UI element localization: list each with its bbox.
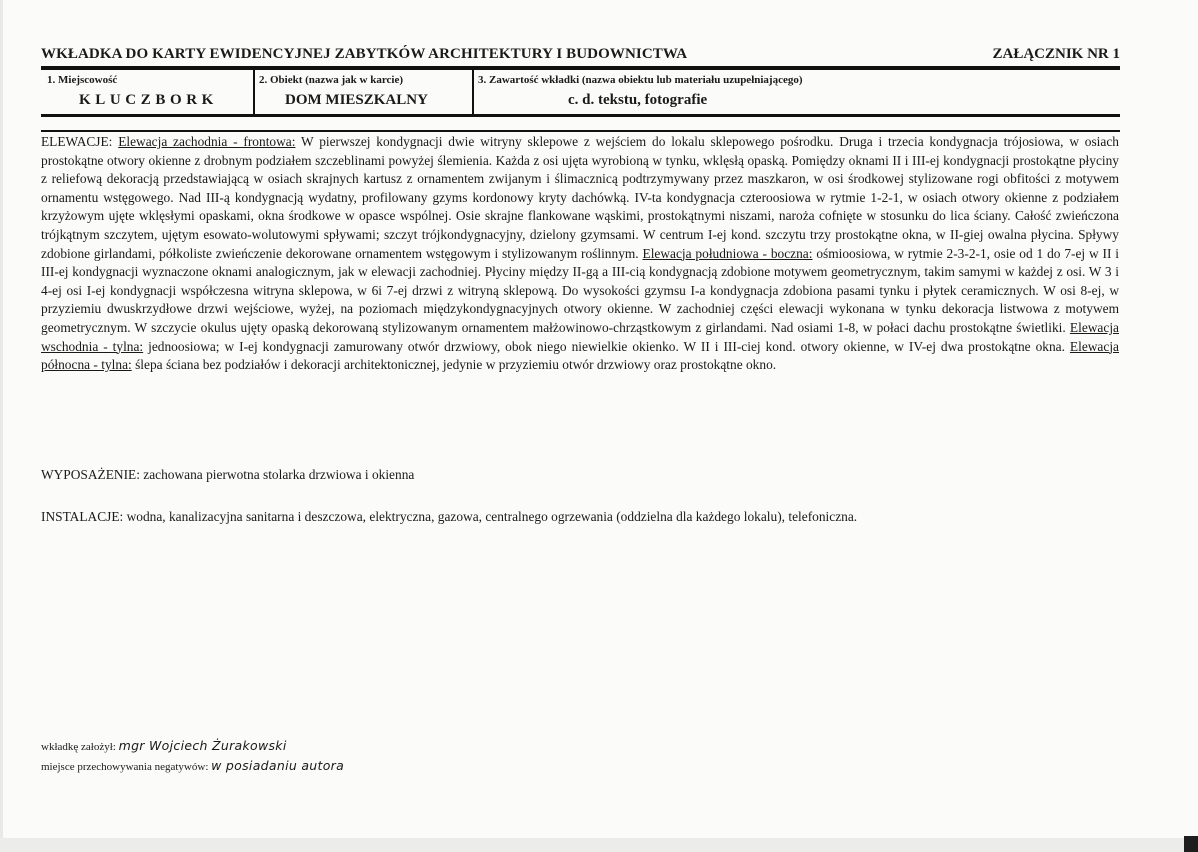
annex-number: ZAŁĄCZNIK NR 1: [992, 46, 1120, 62]
document-header: [41, 46, 1120, 66]
storage-value: w posiadaniu autora: [211, 758, 345, 773]
object-label: 2. Obiekt (nazwa jak w karcie): [259, 74, 404, 86]
scan-edge-bottom: [0, 838, 1198, 852]
equipment-paragraph: WYPOSAŻENIE: zachowana pierwotna stolarka drzwiowa i okienna: [41, 467, 415, 482]
east-elevation-heading: Elewacja wschodnia - tylna:: [41, 319, 1119, 354]
contents-value: c. d. tekstu, fotografie: [568, 92, 708, 108]
locality-label: 1. Miejscowość: [47, 74, 118, 86]
west-elevation-heading: Elewacja zachodnia - frontowa:: [118, 134, 296, 149]
field-boxes: [41, 70, 1120, 114]
contents-label: 3. Zawartość wkładki (nazwa obiektu lub materiału uzupełniającego): [478, 74, 803, 86]
west-elevation-text: W pierwszej kondygnacji dwie witryny sklepowe z wejściem do lokalu sklepowego pośrodku. Druga i trzecia kondygnacja trójosiowa, w osiach prostokątne otwory okienne z drobnym podziałem szczeblinami powyżej ślemienia. Każda z osi ujęta wyrobioną w tynku, wklęsłą opaską. Pomiędzy oknami II i III-ej kondygnacji prostokątne płyciny z reliefową dekoracją przedstawiającą w osiach skrajnych kartusz z ornamentem zwijanym i ślimacznicą podtrzymywany przez maszkaron, w osi środkowej stylizowane rogi obfitości z motywem ornamentu wstęgowego. Nad III-ą kondygnacją wydatny, profilowany gzyms kordonowy kryty dachówką. IV-ta kondygnacja czteroosiowa w rytmie 1-2-1, w osiach otwory okienne z podziałem krzyżowym ujęte wklęsłymi opaskami, okna środkowe w opasce wspólnej. Osie skrajne flankowane wąskimi, prostokątnymi niszami, naroża cofnięte w stosunku do lica ściany. Całość zwieńczona trójkątnym szczytem, ujętym esowato-wolutowymi spływami; szczyt trójkondygnacyjny, dzielony gzymsami. W centrum I-ej kond. szczytu trzy prostokątne okna, w II-giej owalna płycina. Spływy zdobione girlandami, półkoliste zwieńczenie dekorowane ornamentem wstęgowym i stylizowanym roślinnym.: [41, 134, 1119, 261]
installations-paragraph: INSTALACJE: wodna, kanalizacyjna sanitarna i deszczowa, elektryczna, gazowa, centralnego ogrzewania (oddzielna dla każdego lokalu), telefoniczna.: [41, 509, 858, 524]
south-elevation-heading: Elewacja południowa - boczna:: [642, 245, 813, 261]
contents-field: [472, 70, 1120, 114]
document-footer: [41, 738, 344, 778]
storage-row: [41, 758, 344, 778]
south-elevation-text: ośmioosiowa, w rytmie 2-3-2-1, osie od 1 do 7-ej w II i III-ej kondygnacji wyznaczone oknami analogicznym, jak w elewacji zachodniej. Płyciny między II-gą a III-cią kondygnacją zdobione motywem geometrycznym, takim samymi w każdej z osi. W 3 i 4-ej osi I-ej kondygnacji współczesna witryna sklepowa, w 6i 7-ej drzwi z witryną sklepową. Do wysokości gzymsu I-a kondygnacja zdobiona pasami tynku i płytek ceramicznych. W osi 8-ej, w przyziemiu dwuskrzydłowe drzwi wejściowe, wyżej, na poziomach międzykondygnacyjnych otwory okienne. W zachodniej części elewacji wykonana w tynku dekoracja listwowa z motywem geometrycznym. W szczycie okulus ujęty opaską dekorowaną stylizowanym ornamentem małżowinowo-chrząstkowym z girlandami. Nad osiami 1-8, w połaci dachu prostokątne świetliki.: [41, 245, 1120, 335]
field-divider: [472, 70, 474, 114]
content-rule: [41, 130, 1120, 132]
locality-value: KLUCZBORK: [79, 92, 218, 108]
object-field: [253, 70, 472, 114]
scan-corner-mark: [1184, 836, 1198, 852]
author-value: mgr Wojciech Żurakowski: [118, 738, 287, 753]
author-row: [41, 738, 344, 758]
elevations-paragraph: [41, 133, 1119, 375]
east-elevation-text: jednoosiowa; w I-ej kondygnacji zamurowany otwór drzwiowy, obok niego niewielkie okienko. W II i III-ciej kond. otwory okienne, w IV-ej dwa prostokątne okna.: [143, 338, 1070, 354]
fields-rule: [41, 114, 1120, 117]
storage-label: miejsce przechowywania negatywów:: [41, 761, 209, 773]
north-elevation-text: ślepa ściana bez podziałów i dekoracji architektonicznej, jedynie w przyziemiu otwór drzwiowy oraz prostokątne okno.: [131, 357, 777, 373]
author-label: wkładkę założył:: [41, 741, 116, 753]
locality-field: [41, 70, 253, 114]
object-value: DOM MIESZKALNY: [285, 92, 428, 108]
north-elevation-heading: Elewacja północna - tylna:: [41, 338, 1119, 373]
field-divider: [253, 70, 255, 114]
elevations-lead: ELEWACJE:: [41, 134, 119, 149]
document-title: WKŁADKA DO KARTY EWIDENCYJNEJ ZABYTKÓW ARCHITEKTURY I BUDOWNICTWA: [41, 46, 688, 62]
scan-edge: [0, 0, 3, 852]
elevations-section: [41, 133, 1119, 375]
